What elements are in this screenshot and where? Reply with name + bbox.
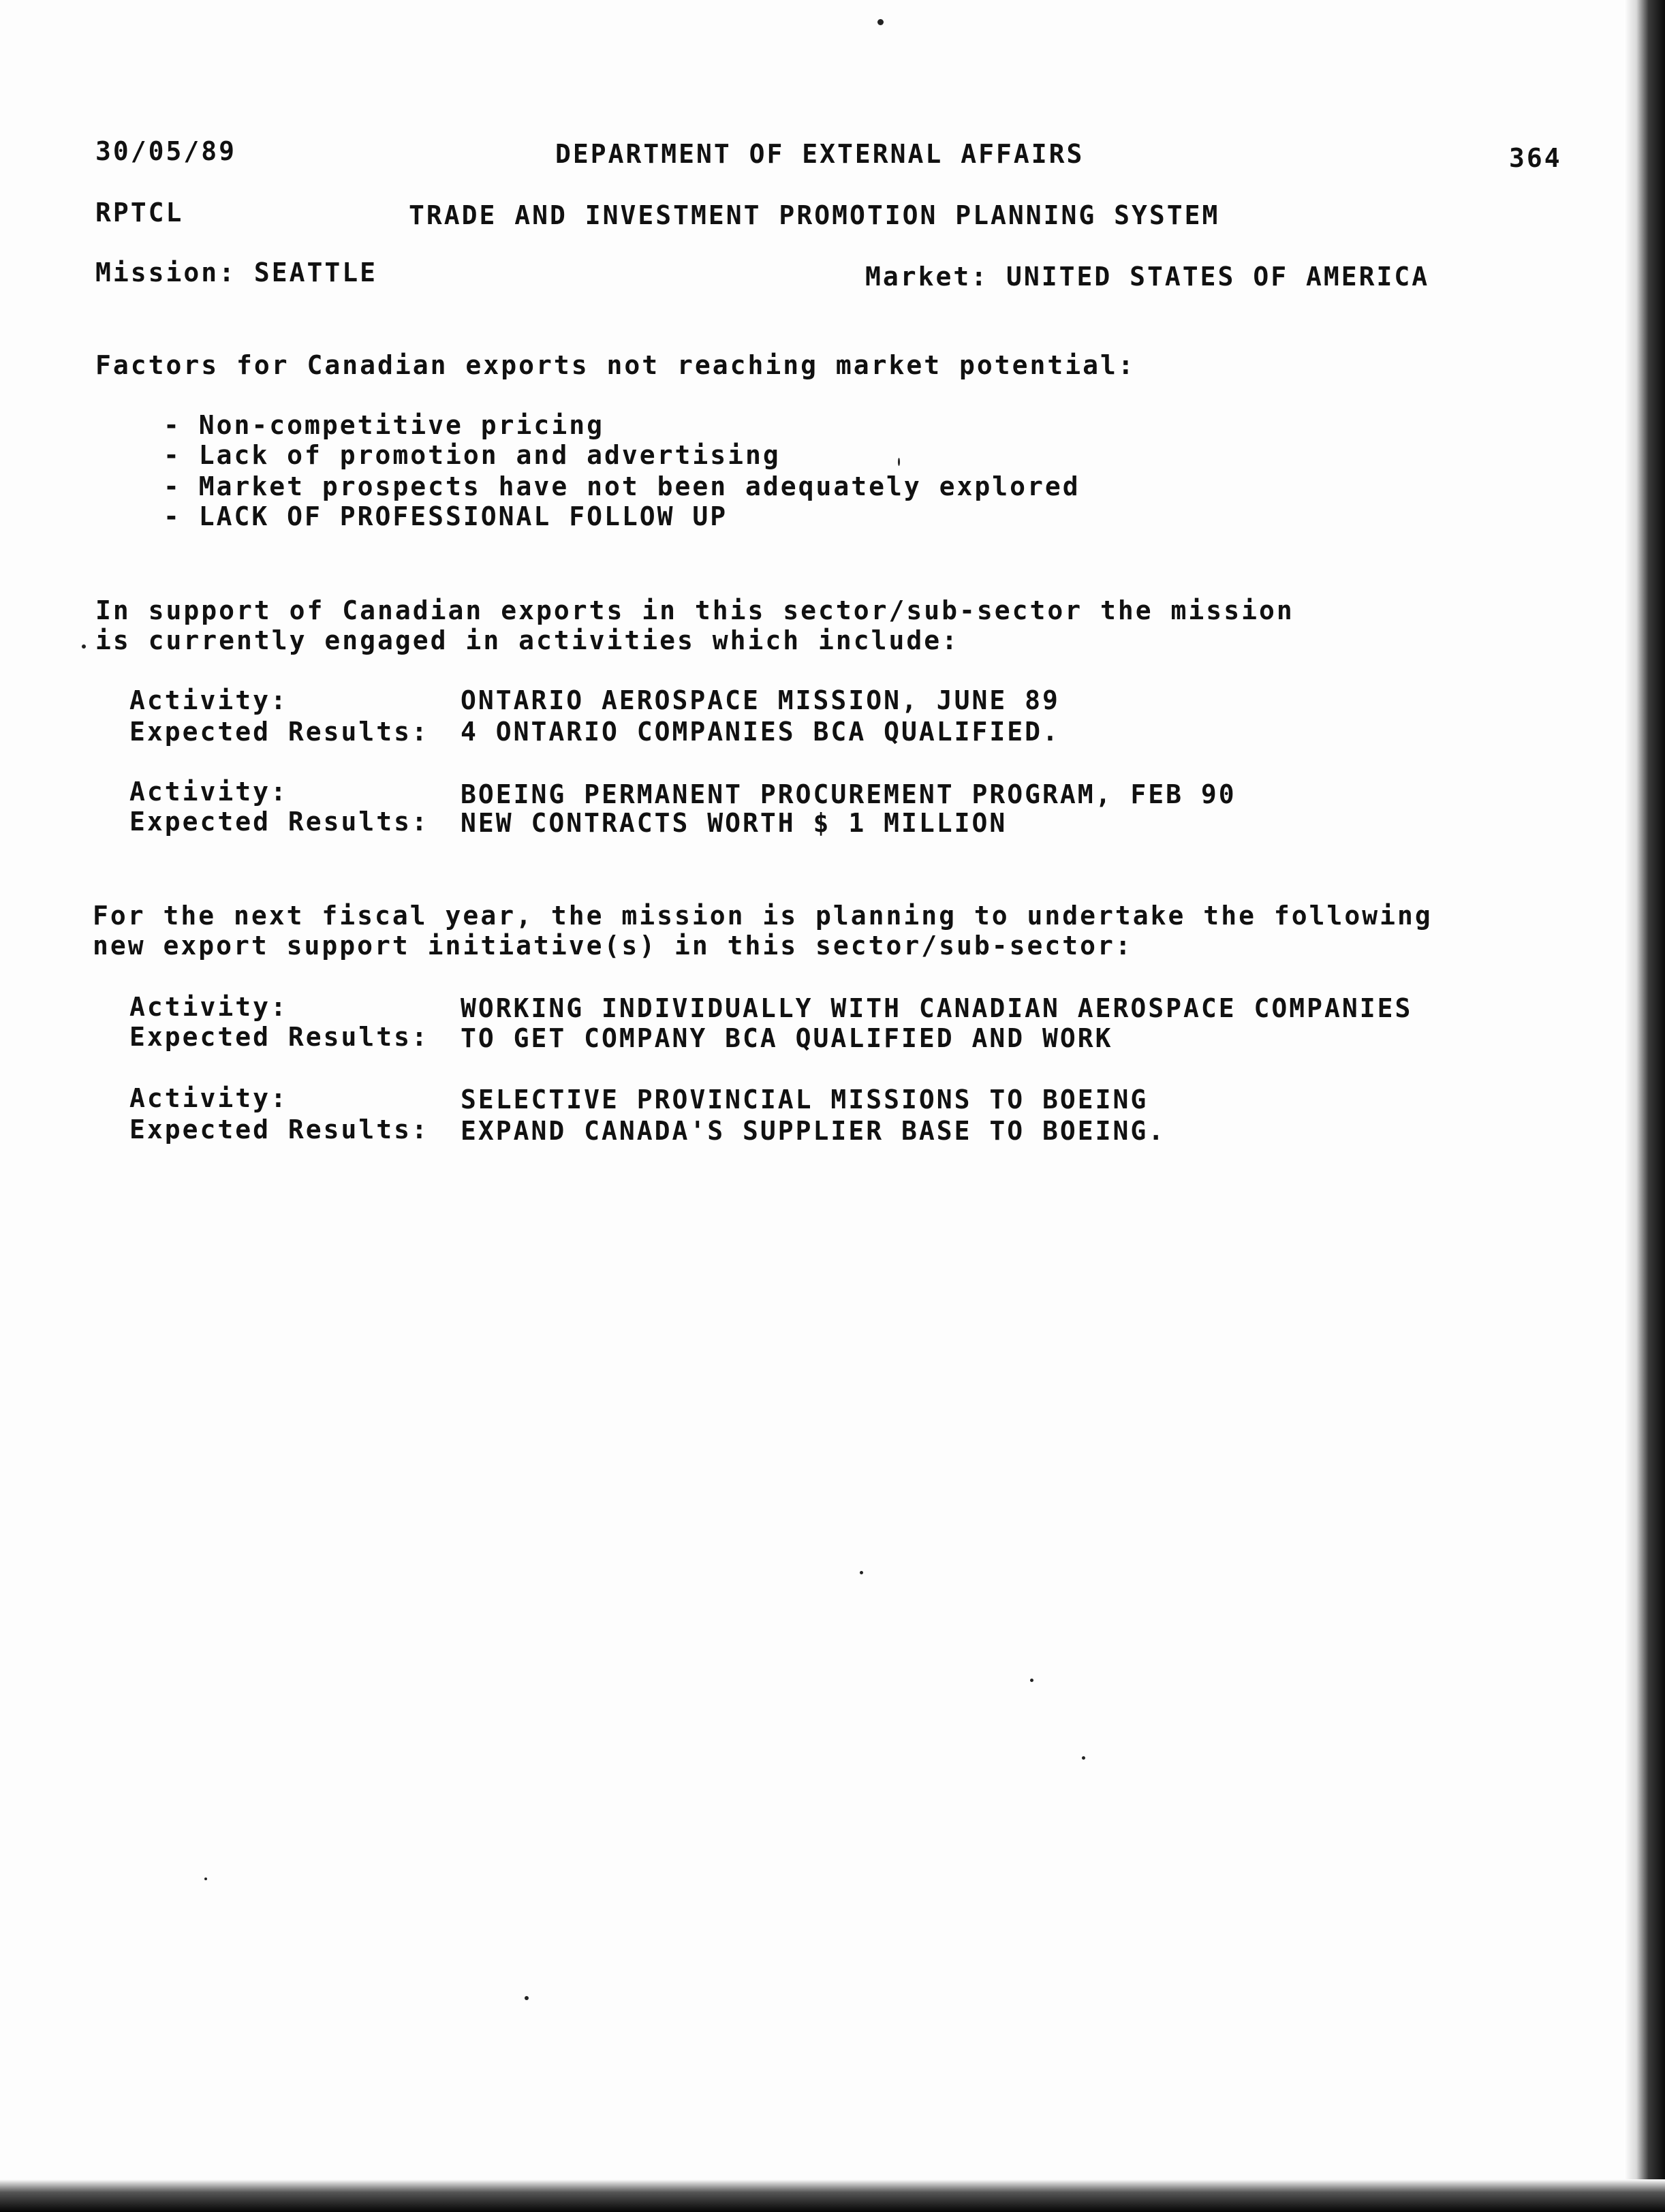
activity-label: Activity: [129,1083,288,1113]
expected-results-label: Expected Results: [129,717,429,747]
expected-results-label: Expected Results: [129,807,429,837]
scan-speck [204,1878,207,1880]
scan-speck [898,458,900,466]
report-date: 30/05/89 [95,136,237,166]
activity-label: Activity: [129,992,288,1022]
expected-results-value: NEW CONTRACTS WORTH $ 1 MILLION [461,808,1008,838]
scan-edge-bottom [0,2179,1665,2212]
department-title: DEPARTMENT OF EXTERNAL AFFAIRS [555,139,1085,169]
activity-value: WORKING INDIVIDUALLY WITH CANADIAN AEROSPACE COMPANIES [461,993,1413,1023]
expected-results-value: EXPAND CANADA'S SUPPLIER BASE TO BOEING. [461,1116,1166,1146]
factors-heading: Factors for Canadian exports not reaching market potential: [95,350,1136,380]
next-year-intro-line2: new export support initiative(s) in this sector/sub-sector: [93,931,1133,961]
scan-speck [1030,1679,1033,1682]
factor-item: - Lack of promotion and advertising [164,440,781,470]
mission-label: Mission: SEATTLE [95,258,378,287]
scan-edge-right [1624,0,1665,2212]
current-intro-line2: is currently engaged in activities which include: [95,625,960,655]
scan-speck [525,1996,529,2000]
expected-results-value: 4 ONTARIO COMPANIES BCA QUALIFIED. [461,717,1060,747]
activity-label: Activity: [129,777,288,807]
expected-results-label: Expected Results: [129,1115,429,1144]
factor-item: - Non-competitive pricing [164,410,604,440]
scan-speck [1082,1756,1085,1760]
market-label: Market: UNITED STATES OF AMERICA [865,262,1430,292]
scan-speck [877,19,884,25]
expected-results-value: TO GET COMPANY BCA QUALIFIED AND WORK [461,1023,1113,1053]
factor-item: - Market prospects have not been adequately explored [164,471,1080,501]
next-year-intro-line1: For the next fiscal year, the mission is planning to undertake the following [93,901,1433,931]
report-code: RPTCL [95,198,184,228]
activity-value: SELECTIVE PROVINCIAL MISSIONS TO BOEING [461,1085,1149,1115]
page-number: 364 [1509,143,1562,173]
system-title: TRADE AND INVESTMENT PROMOTION PLANNING SYSTEM [409,200,1220,230]
activity-value: BOEING PERMANENT PROCUREMENT PROGRAM, FEB 90 [461,779,1236,809]
current-intro-line1: In support of Canadian exports in this sector/sub-sector the mission [95,595,1294,625]
factor-item: - LACK OF PROFESSIONAL FOLLOW UP [164,501,728,531]
activity-label: Activity: [129,685,288,715]
scan-speck [82,644,86,649]
expected-results-label: Expected Results: [129,1022,429,1052]
scan-speck [860,1571,863,1574]
activity-value: ONTARIO AEROSPACE MISSION, JUNE 89 [461,685,1060,715]
